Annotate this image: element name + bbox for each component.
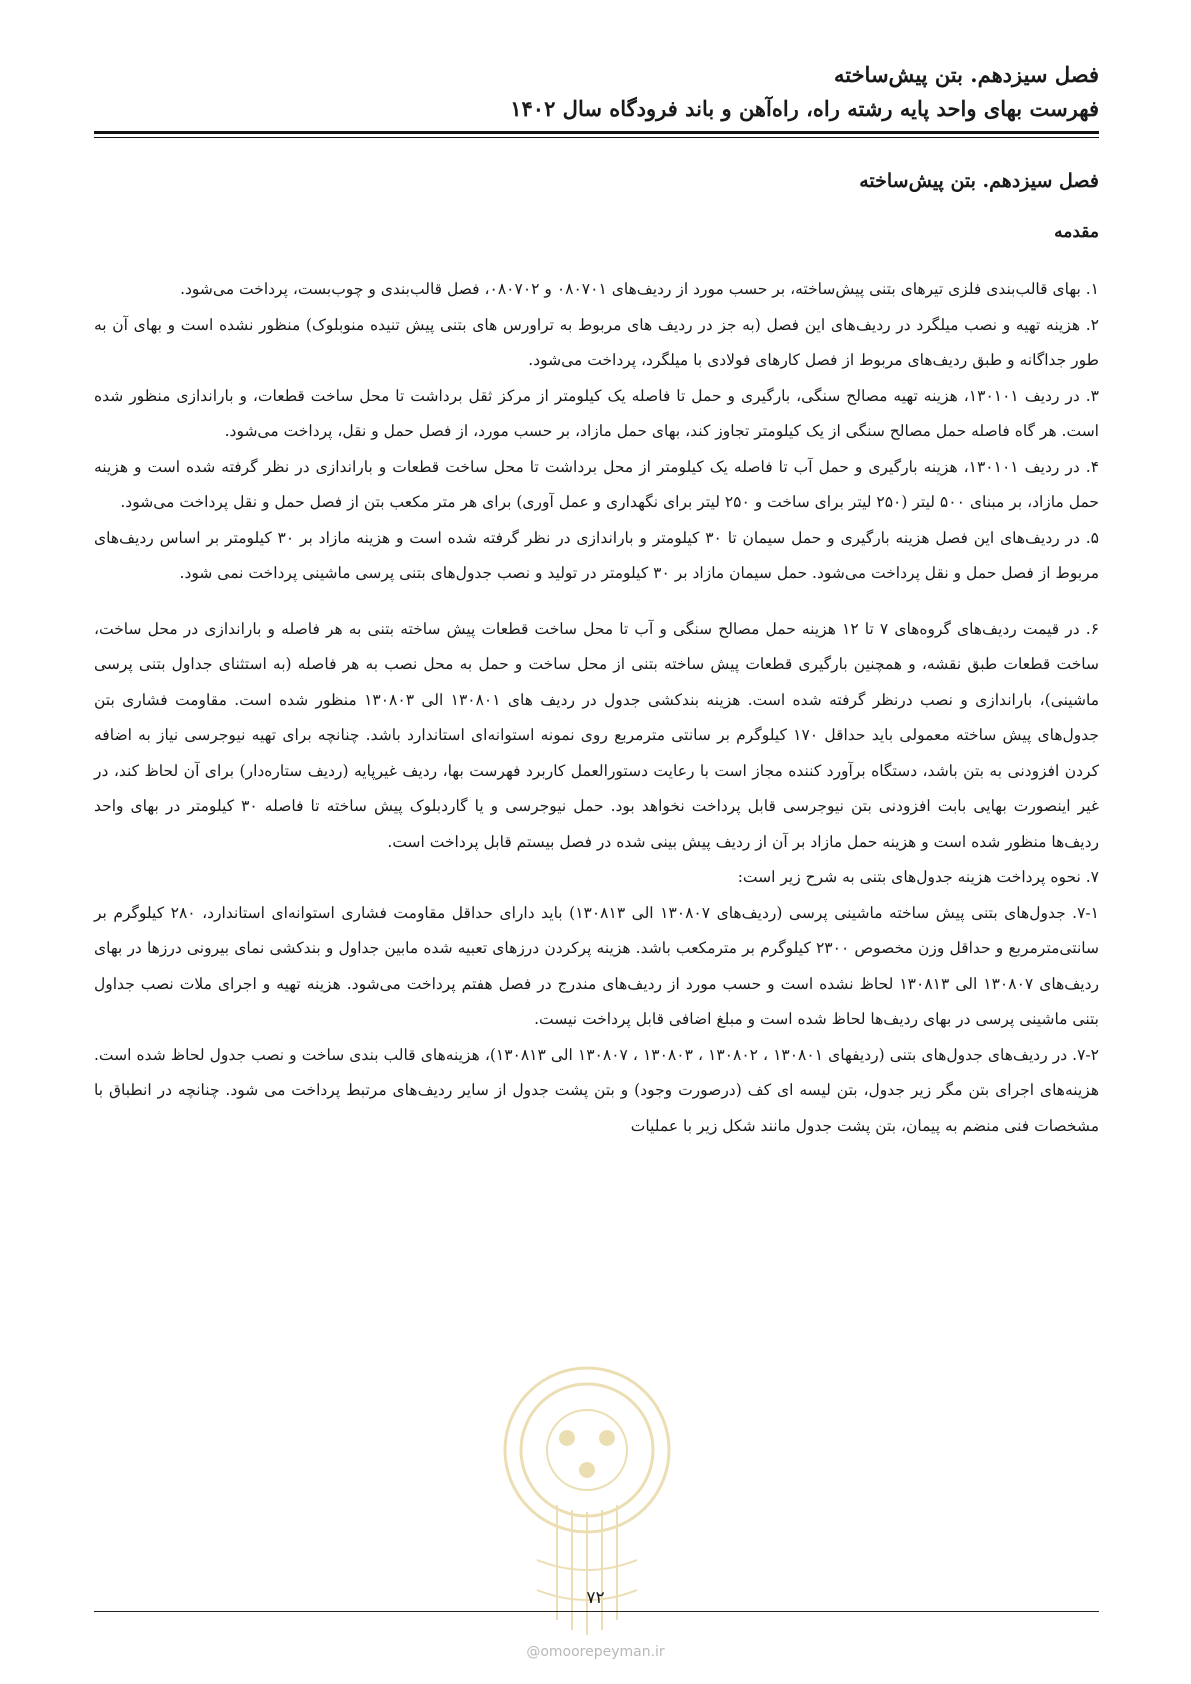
header-chapter-title: فصل سیزدهم. بتن پیش‌ساخته [833,62,1099,87]
paragraph-3: ۳. در ردیف ۱۳۰۱۰۱، هزینه تهیه مصالح سنگی، بارگیری و حمل تا فاصله یک کیلومتر از مرکز ثقل برداشت تا محل ساخت قطعات، و باراندازی منظور شده است. هر گاه فاصله حمل مصالح سنگی از یک کیلومتر تجاوز کند، بهای حمل مازاد، بر حسب مورد، از فصل حمل و نقل، پرداخت می‌شود. [94,386,1099,440]
page-body [94,160,1099,1144]
page-header [94,58,1099,126]
header-document-title: فهرست بهای واحد پایه رشته راه، راه‌آهن و باند فرودگاه سال ۱۴۰۲ [510,96,1099,121]
paragraph-7-1: ۷-۱. جدول‌های بتنی پیش ساخته ماشینی پرسی (ردیف‌های ۱۳۰۸۰۷ الی ۱۳۰۸۱۳) باید دارای حداقل مقاومت فشاری استوانه‌ای استاندارد، ۲۸۰ کیلوگرم بر سانتی‌مترمربع و حداقل وزن مخصوص ۲۳۰۰ کیلوگرم بر مترمکعب باشد. هزینه پرکردن درزهای تعبیه شده مابین جداول و بندکشی نمای بیرونی درزها در بهای ردیف‌های ۱۳۰۸۰۷ الی ۱۳۰۸۱۳ لحاظ نشده است و حسب مورد از ردیف‌های مندرج در فصل هفتم پرداخت می‌شود. هزینه تهیه و اجرای ملات نصب جداول بتنی ماشینی پرسی در بهای ردیف‌ها لحاظ شده است و مبلغ اضافی قابل پرداخت نیست. [94,903,1099,1028]
section-title: فصل سیزدهم. بتن پیش‌ساخته [859,170,1099,192]
paragraph-7: ۷. نحوه پرداخت هزینه جدول‌های بتنی به شرح زیر است: [737,868,1099,886]
header-divider-thick [94,131,1099,134]
intro-heading: مقدمه [1054,222,1099,242]
paragraph-1: ۱. بهای قالب‌بندی فلزی تیرهای بتنی پیش‌ساخته، بر حسب مورد از ردیف‌های ۰۸۰۷۰۱ و ۰۸۰۷۰۲، فصل قالب‌بندی و چوب‌بست، پرداخت می‌شود. [180,280,1099,298]
header-divider-thin [94,137,1099,138]
paragraph-6: ۶. در قیمت ردیف‌های گروه‌های ۷ تا ۱۲ هزینه حمل مصالح سنگی و آب تا محل ساخت قطعات پیش ساخته بتنی به هر فاصله و باراندازی در محل ساخت، ساخت قطعات طبق نقشه، و همچنین بارگیری قطعات پیش ساخته بتنی از محل ساخت و حمل به محل نصب به هر فاصله (به استثنای جداول بتنی پرسی ماشینی)، باراندازی و نصب درنظر گرفته شده است. هزینه بندکشی جدول در ردیف های ۱۳۰۸۰۱ الی ۱۳۰۸۰۳ منظور شده است. مقاومت فشاری بتن جدول‌های پیش ساخته معمولی باید حداقل ۱۷۰ کیلوگرم بر سانتی مترمربع روی نمونه استوانه‌ای استاندارد باشد. چنانچه برای تهیه نیوجرسی نیاز به اضافه کردن افزودنی به بتن باشد، دستگاه برآورد کننده مجاز است با رعایت دستورالعمل کاربرد فهرست بها، ردیف غیرپایه (ردیف ستاره‌دار) برای آن لحاظ کند، در غیر اینصورت بهایی بابت افزودنی بتن نیوجرسی قابل پرداخت نخواهد بود. حمل نیوجرسی و یا گاردبلوک پیش ساخته تا فاصله ۳۰ کیلومتر در بهای واحد ردیف‌ها منظور شده است و هزینه حمل مازاد بر آن از ردیف پیش بینی شده در فصل بیستم قابل پرداخت است. [94,619,1100,851]
paragraph-2: ۲. هزینه تهیه و نصب میلگرد در ردیف‌های این فصل (به جز در ردیف های مربوط به تراورس های بتنی پیش تنیده منوبلوک) منظور نشده است و بهای آن به طور جداگانه و طبق ردیف‌های مربوط از فصل کارهای فولادی با میلگرد، پرداخت می‌شود. [94,315,1099,369]
paragraph-gap [94,592,1099,612]
page-number: ۷۲ [586,1588,605,1608]
paragraph-4: ۴. در ردیف ۱۳۰۱۰۱، هزینه بارگیری و حمل آب تا فاصله یک کیلومتر از محل برداشت تا محل ساخت قطعات و باراندازی در نظر گرفته شده است و هزینه حمل مازاد، بر مبنای ۵۰۰ لیتر (۲۵۰ لیتر برای ساخت و ۲۵۰ لیتر برای نگهداری و عمل آوری) برای هر متر مکعب بتن از فصل حمل و نقل پرداخت می‌شود. [94,457,1100,511]
paragraph-5: ۵. در ردیف‌های این فصل هزینه بارگیری و حمل سیمان تا ۳۰ کیلومتر و باراندازی در نظر گرفته شده است و هزینه مازاد بر ۳۰ کیلومتر بر اساس ردیف‌های مربوط از فصل حمل و نقل پرداخت می‌شود. حمل سیمان مازاد بر ۳۰ کیلومتر در تولید و نصب جدول‌های بتنی پرسی ماشینی پرداخت نمی شود. [94,528,1099,582]
site-watermark: @omoorepeyman.ir [526,1644,665,1660]
footer-divider [94,1611,1099,1612]
paragraph-7-2: ۷-۲. در ردیف‌های جدول‌های بتنی (ردیفهای ۱۳۰۸۰۱ ، ۱۳۰۸۰۲ ، ۱۳۰۸۰۳ ، ۱۳۰۸۰۷ الی ۱۳۰۸۱۳)، هزینه‌های قالب بندی ساخت و نصب جدول لحاظ شده است. هزینه‌های اجرای بتن مگر زیر جدول، بتن لیسه ای کف (درصورت وجود) و بتن پشت جدول از سایر ردیف‌های مرتبط پرداخت می شود. چنانچه در انطباق با مشخصات فنی منضم به پیمان، بتن پشت جدول مانند شکل زیر با عملیات [94,1045,1099,1135]
